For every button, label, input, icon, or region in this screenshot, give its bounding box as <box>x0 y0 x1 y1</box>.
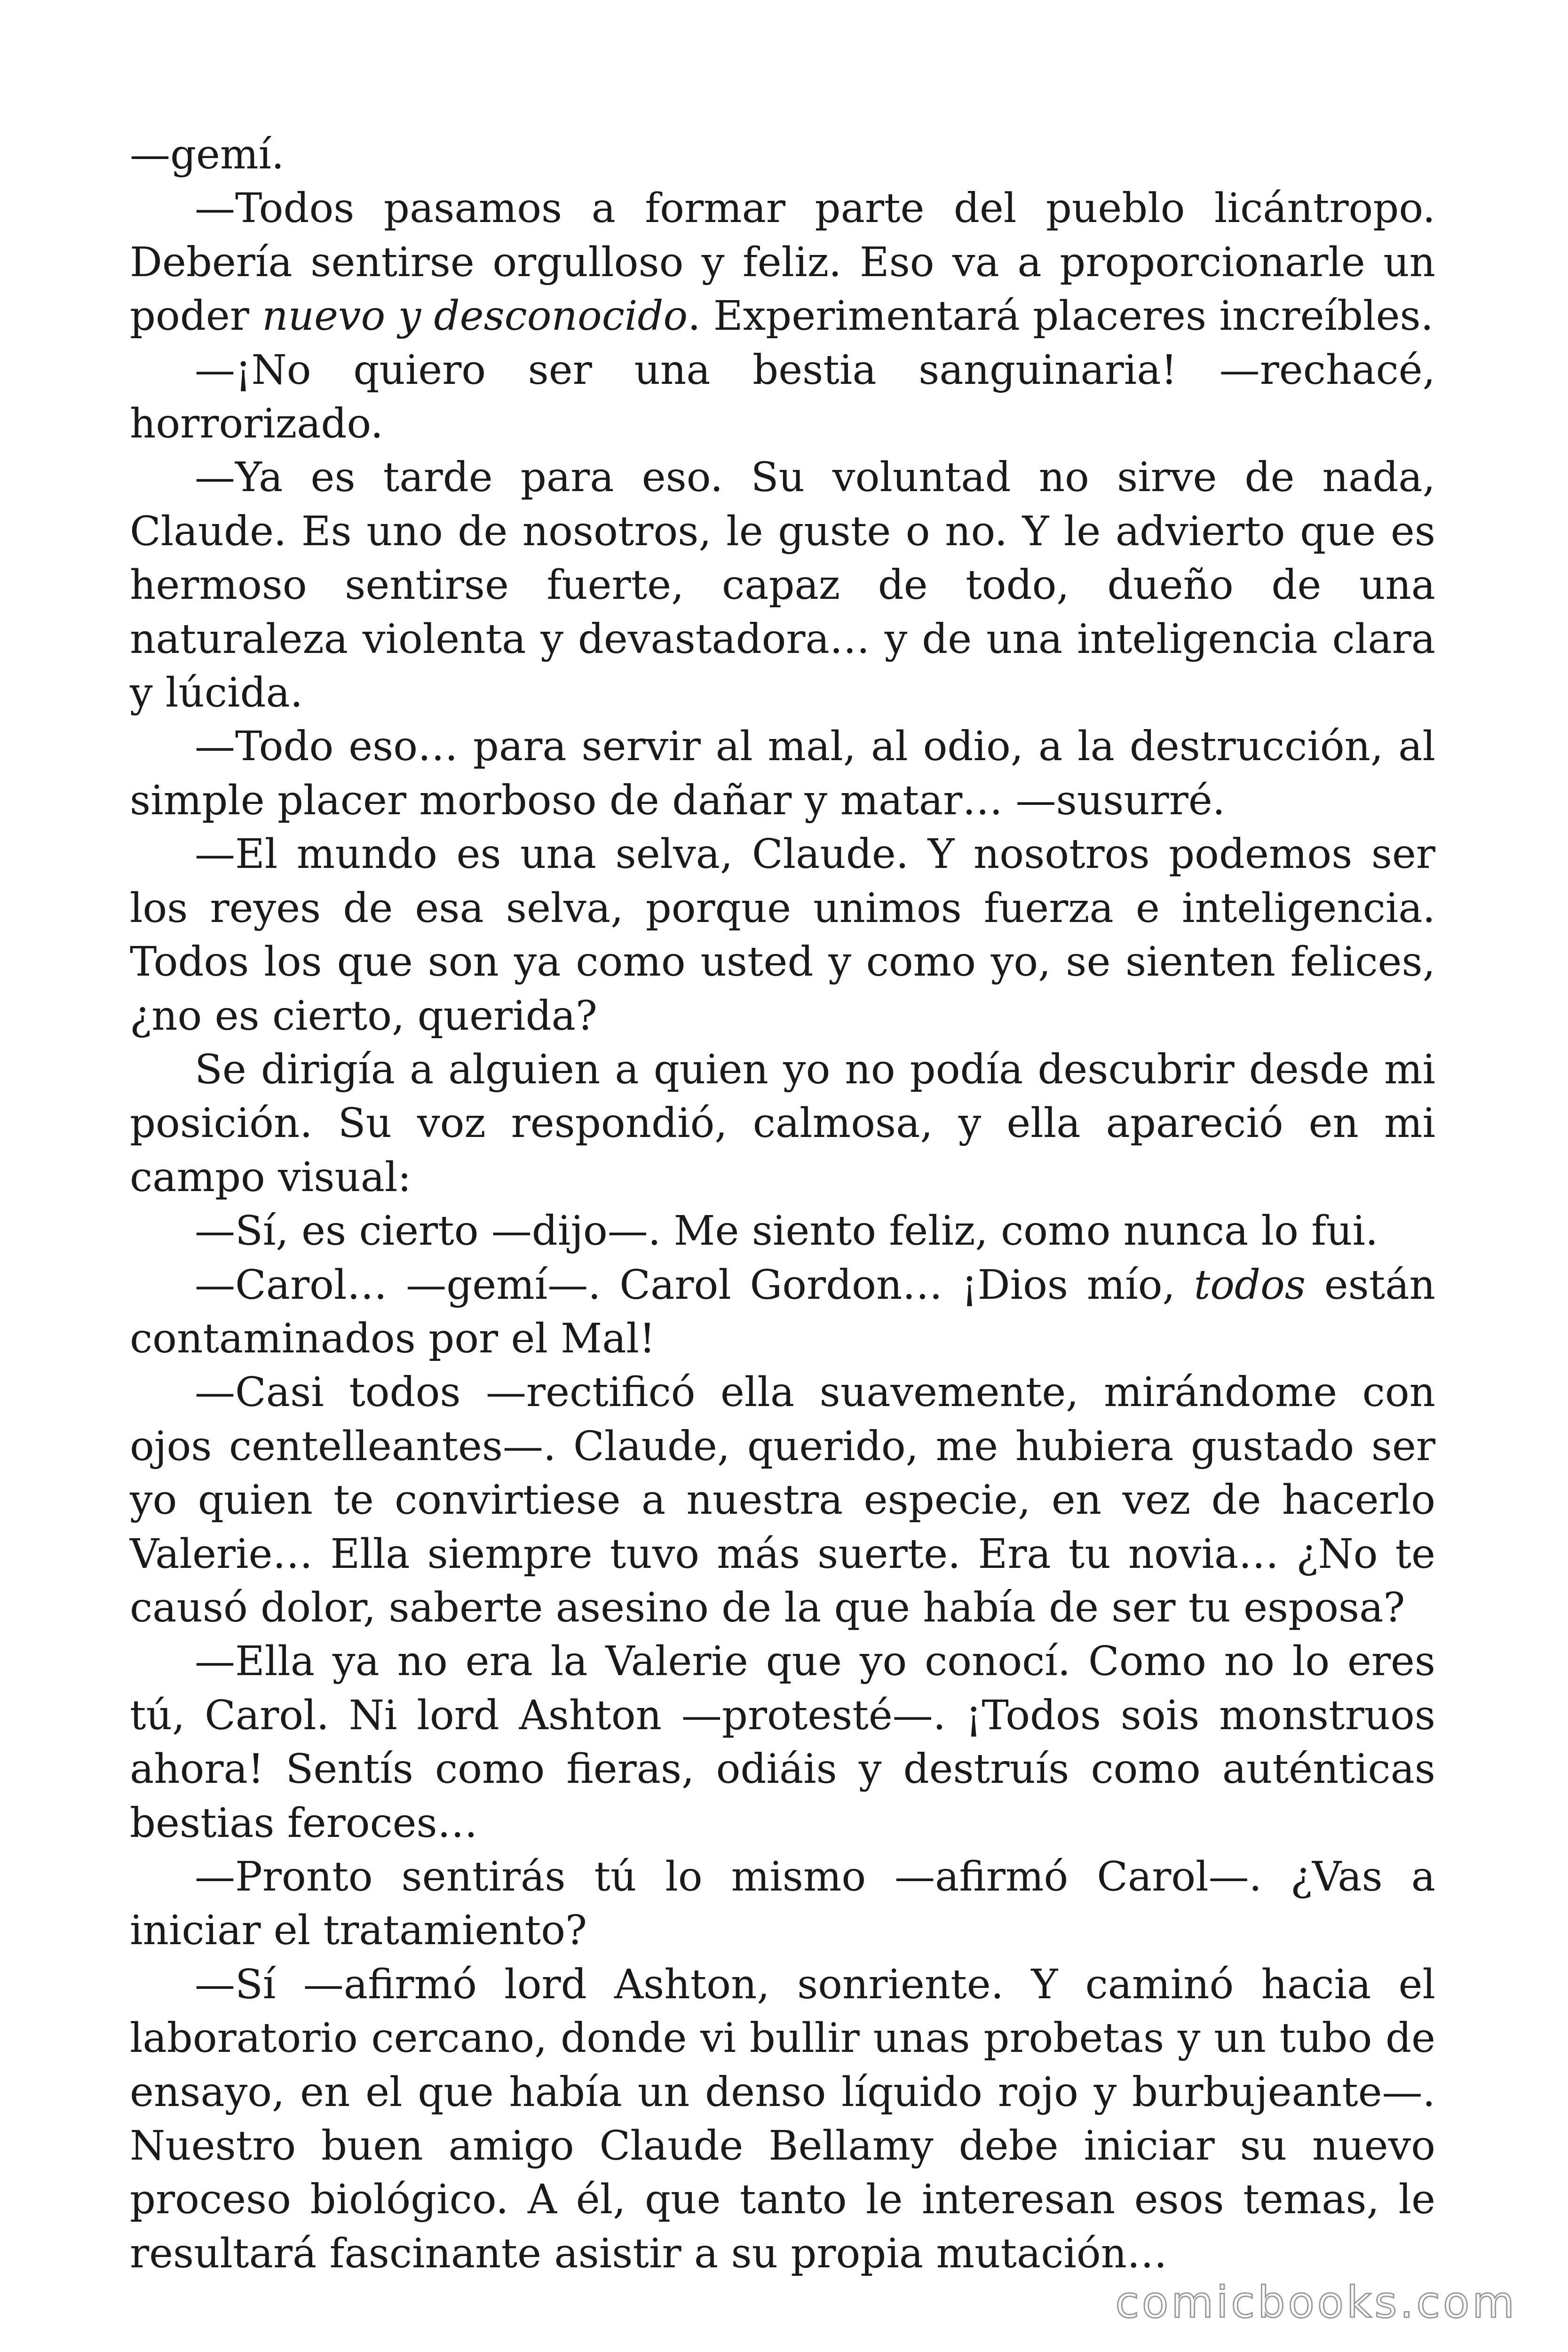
paragraph <box>130 1258 1435 1366</box>
paragraph <box>130 1635 1435 1850</box>
text-segment: —Todo eso… para servir al mal, al odio, a la destrucción, al simple placer morboso de dañar y matar… —susurré. <box>130 723 1435 824</box>
text-segment: —Casi todos —rectificó ella suavemente, mirándome con ojos centelleantes—. Claude, querido, me hubiera gustado ser yo quien te convirtiese a nuestra especie, en vez de hacerlo Valerie… Ella siempre tuvo más suerte. Era tu novia… ¿No te causó dolor, saberte asesino de la que había de ser tu esposa? <box>130 1369 1435 1631</box>
paragraph <box>130 1043 1435 1204</box>
paragraph <box>130 720 1435 827</box>
text-segment: —El mundo es una selva, Claude. Y nosotros podemos ser los reyes de esa selva, porque unimos fuerza e inteligencia. Todos los que son ya como usted y como yo, se sienten felices, ¿no es cierto, querida? <box>130 831 1435 1040</box>
text-segment: están contaminados por el Mal! <box>130 1261 1436 1362</box>
text-segment: —Sí —afirmó lord Ashton, sonriente. Y caminó hacia el laboratorio cercano, donde vi bullir unas probetas y un tubo de ensayo, en el que había un denso líquido rojo y burbujeante—. Nuestro buen amigo Claude Bellamy debe iniciar su nuevo proceso biológico. A él, que tanto le interesan esos temas, le resultará fascinante asistir a su propia mutación… <box>130 1961 1435 2277</box>
body-text <box>130 128 1435 2280</box>
italic-text-segment: nuevo y desconocido <box>262 293 688 340</box>
paragraph <box>130 1958 1435 2280</box>
paragraph <box>130 1850 1435 1958</box>
text-segment: . Experimentará placeres increíbles. <box>688 293 1433 340</box>
text-segment: —Todos pasamos a formar parte del pueblo licántropo. Debería sentirse orgulloso y feliz. Eso va a proporcionarle un poder <box>130 185 1435 340</box>
text-segment: —gemí. <box>130 131 285 178</box>
text-segment: —Ella ya no era la Valerie que yo conocí. Como no lo eres tú, Carol. Ni lord Ashton —protesté—. ¡Todos sois monstruos ahora! Sentís como fieras, odiáis y destruís como auténticas bestias feroces… <box>130 1638 1435 1847</box>
paragraph <box>130 451 1435 720</box>
watermark: comicbooks.com <box>1115 2277 1517 2328</box>
paragraph <box>130 1204 1435 1258</box>
paragraph <box>130 182 1435 343</box>
paragraph <box>130 128 1435 182</box>
text-segment: —Sí, es cierto —dijo—. Me siento feliz, como nunca lo fui. <box>195 1208 1378 1255</box>
text-segment: —Carol… —gemí—. Carol Gordon… ¡Dios mío, <box>195 1261 1194 1309</box>
paragraph <box>130 1366 1435 1635</box>
text-segment: Se dirigía a alguien a quien yo no podía descubrir desde mi posición. Su voz respondió, calmosa, y ella apareció en mi campo visual: <box>130 1046 1435 1201</box>
paragraph <box>130 827 1435 1043</box>
text-segment: —Pronto sentirás tú lo mismo —afirmó Carol—. ¿Vas a iniciar el tratamiento? <box>130 1853 1435 1955</box>
text-segment: —Ya es tarde para eso. Su voluntad no sirve de nada, Claude. Es uno de nosotros, le guste o no. Y le advierto que es hermoso sentirse fuerte, capaz de todo, dueño de una naturaleza violenta y devastadora… y de una inteligencia clara y lúcida. <box>130 454 1435 717</box>
paragraph <box>130 343 1435 451</box>
italic-text-segment: todos <box>1194 1261 1306 1309</box>
text-segment: —¡No quiero ser una bestia sanguinaria! —rechacé, horrorizado. <box>130 346 1435 448</box>
